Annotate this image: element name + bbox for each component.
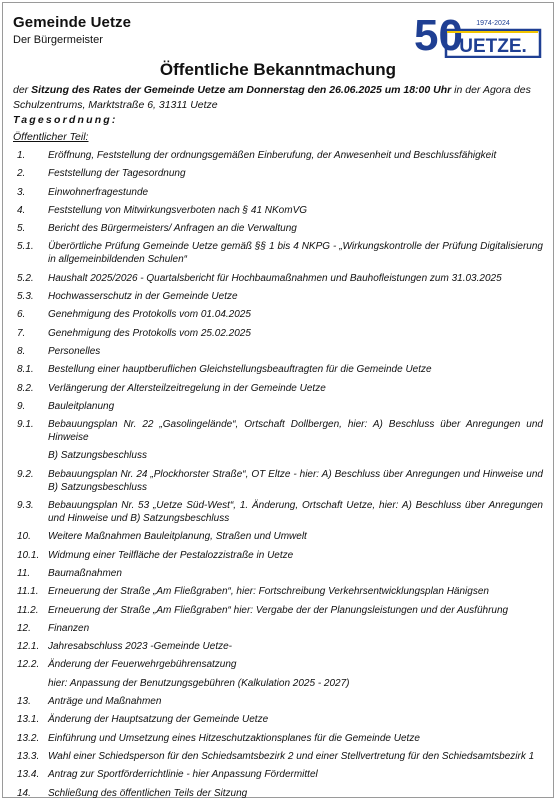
agenda-item-text: Bauleitplanung <box>48 400 115 412</box>
agenda-item-text: Änderung der Feuerwehrgebührensatzung <box>48 659 237 671</box>
agenda-item-text: Erneuerung der Straße „Am Fließgraben“ hier: Vergabe der der Planungsleistungen und der Ausführung <box>48 604 509 616</box>
agenda-item <box>13 240 543 266</box>
uetze-50-logo <box>414 10 542 58</box>
agenda-item <box>13 658 543 671</box>
logo-years: 1974-2024 <box>476 20 510 27</box>
agenda-item <box>13 567 543 580</box>
agenda-item-number: 5.2. <box>17 272 34 284</box>
agenda-item-number: 13.1. <box>17 714 40 726</box>
agenda-item-text: hier: Anpassung der Benutzungsgebühren (Kalkulation 2025 - 2027) <box>48 677 350 689</box>
agenda-item <box>13 382 543 395</box>
agenda-item <box>13 468 543 494</box>
agenda-item <box>13 167 543 180</box>
agenda-item-text: Bebauungsplan Nr. 24 „Plockhorster Straße“, OT Eltze - hier: A) Beschluss über Anregungen und Hinweise und B) Satzungsbeschluss <box>48 468 543 493</box>
agenda-item-number: 12.2. <box>17 659 40 671</box>
agenda-item <box>13 449 543 462</box>
agenda-item <box>13 345 543 358</box>
logo-name: UETZE. <box>459 36 527 57</box>
agenda-item <box>13 327 543 340</box>
agenda-item-number: 13.2. <box>17 732 40 744</box>
agenda-item <box>13 149 543 162</box>
agenda-item-number: 10. <box>17 531 31 543</box>
agenda-item-number: 1. <box>17 150 26 161</box>
agenda-item-number: 9.2. <box>17 468 34 480</box>
agenda-item <box>13 732 543 745</box>
agenda-item-text: Bebauungsplan Nr. 53 „Uetze Süd-West“, 1. Änderung, Ortschaft Uetze, hier: A) Beschluss über Anregungen und Hinweise und B) Satzungsbeschluss <box>48 500 543 525</box>
agenda-item-text: B) Satzungsbeschluss <box>48 450 147 462</box>
agenda-heading: Tagesordnung: <box>13 114 118 126</box>
agenda-item-number: 5.1. <box>17 241 34 253</box>
agenda-item-text: Baumaßnahmen <box>48 567 122 579</box>
public-part-heading: Öffentlicher Teil: <box>13 131 89 143</box>
agenda-item <box>13 530 543 543</box>
agenda-item-number: 14. <box>17 787 31 799</box>
agenda-item-text: Finanzen <box>48 622 90 634</box>
agenda-item <box>13 272 543 285</box>
agenda-item-number: 8.2. <box>17 382 34 394</box>
agenda-item <box>13 713 543 726</box>
intro-prefix: der <box>13 84 32 96</box>
agenda-item-number: 8.1. <box>17 364 34 376</box>
agenda-item-number: 12. <box>17 622 31 634</box>
agenda-item-text: Einführung und Umsetzung eines Hitzeschutzaktionsplanes für die Gemeinde Uetze <box>48 732 420 744</box>
agenda-list <box>13 149 543 800</box>
intro-meeting-details: Sitzung des Rates der Gemeinde Uetze am Donnerstag den 26.06.2025 um 18:00 Uhr <box>31 84 452 96</box>
agenda-item <box>13 622 543 635</box>
agenda-item <box>13 186 543 199</box>
agenda-item-number: 13. <box>17 696 31 708</box>
agenda-item-number: 11.2. <box>17 604 39 616</box>
agenda-item-number: 8. <box>17 345 26 357</box>
agenda-item <box>13 308 543 321</box>
agenda-item <box>13 222 543 235</box>
agenda-item-text: Bestellung einer hauptberuflichen Gleichstellungsbeauftragten für die Gemeinde Uetze <box>48 364 432 376</box>
logo-number: 50 <box>414 11 463 58</box>
agenda-item <box>13 585 543 598</box>
agenda-item-text: Genehmigung des Protokolls vom 01.04.2025 <box>48 309 251 321</box>
agenda-item <box>13 400 543 413</box>
agenda-item-number: 13.4. <box>17 769 40 781</box>
agenda-item <box>13 604 543 617</box>
letterhead <box>13 14 131 46</box>
agenda-item <box>13 549 543 562</box>
agenda-item <box>13 290 543 303</box>
agenda-item <box>13 677 543 690</box>
meeting-intro <box>13 83 543 112</box>
agenda-item-text: Schließung des öffentlichen Teils der Sitzung <box>48 787 248 799</box>
agenda-item-number: 5.3. <box>17 291 34 303</box>
agenda-item-text: Einwohnerfragestunde <box>48 186 149 198</box>
agenda-item-number <box>13 677 48 690</box>
agenda-item-number: 10.1. <box>17 549 40 561</box>
agenda-item-text: Eröffnung, Feststellung der ordnungsgemäßen Einberufung, der Anwesenheit und Beschlussfähigkeit <box>48 150 497 161</box>
agenda-item <box>13 204 543 217</box>
agenda-item-number: 4. <box>17 204 26 216</box>
agenda-item-text: Anträge und Maßnahmen <box>48 696 162 708</box>
agenda-item <box>13 787 543 800</box>
agenda-item-number: 9. <box>17 400 26 412</box>
agenda-item-text: Weitere Maßnahmen Bauleitplanung, Straßen und Umwelt <box>48 531 307 543</box>
agenda-item-number: 12.1. <box>17 641 40 653</box>
agenda-item-text: Änderung der Hauptsatzung der Gemeinde Uetze <box>48 714 269 726</box>
agenda-item-number: 9.3. <box>17 500 34 512</box>
agenda-item-text: Bebauungsplan Nr. 22 „Gasolingelände“, Ortschaft Dollbergen, hier: A) Beschluss über Anregungen und Hinweise <box>48 419 543 444</box>
agenda-item-text: Erneuerung der Straße „Am Fließgraben“, hier: Fortschreibung Verkehrsentwicklungsplan Hänigsen <box>48 586 489 598</box>
agenda-item-text: Feststellung von Mitwirkungsverboten nach § 41 NKomVG <box>48 204 308 216</box>
agenda-item <box>13 418 543 444</box>
intro-location: in der Agora des Schulzentrums, Marktstraße 6, 31311 Uetze <box>13 84 531 111</box>
agenda-item-text: Hochwasserschutz in der Gemeinde Uetze <box>48 291 238 303</box>
organization-subtitle: Der Bürgermeister <box>13 34 103 46</box>
agenda-item-text: Genehmigung des Protokolls vom 25.02.2025 <box>48 327 251 339</box>
agenda-item-text: Bericht des Bürgermeisters/ Anfragen an die Verwaltung <box>48 223 297 235</box>
agenda-item-text: Feststellung der Tagesordnung <box>48 168 186 180</box>
agenda-item <box>13 695 543 708</box>
agenda-item-text: Personelles <box>48 345 101 357</box>
agenda-item-number: 11.1. <box>17 586 39 598</box>
agenda-item-text: Widmung einer Teilfläche der Pestalozzistraße in Uetze <box>48 549 294 561</box>
agenda-item-text: Antrag zur Sportförderrichtlinie - hier Anpassung Fördermittel <box>48 769 318 781</box>
document-title: Öffentliche Bekanntmachung <box>159 60 397 79</box>
agenda-item-number: 7. <box>17 327 26 339</box>
agenda-item <box>13 750 543 763</box>
agenda-item-text: Verlängerung der Altersteilzeitregelung in der Gemeinde Uetze <box>48 382 326 394</box>
agenda-item-number <box>13 449 48 462</box>
agenda-item-number: 6. <box>17 309 26 321</box>
agenda-item <box>13 363 543 376</box>
agenda-item-text: Haushalt 2025/2026 - Quartalsbericht für Hochbaumaßnahmen und Bauhofleistungen zum 31.03.2025 <box>48 272 502 284</box>
agenda-item-number: 2. <box>17 168 26 180</box>
agenda-item-text: Überörtliche Prüfung Gemeinde Uetze gemäß §§ 1 bis 4 NKPG - „Wirkungskontrolle der Prüfung Digitalisierung in allgemeinbildenden Schulen“ <box>48 241 543 266</box>
organization-name: Gemeinde Uetze <box>13 14 132 31</box>
agenda-item <box>13 640 543 653</box>
agenda-item-number: 13.3. <box>17 750 40 762</box>
agenda-item-text: Jahresabschluss 2023 -Gemeinde Uetze- <box>48 641 232 653</box>
agenda-item-number: 3. <box>17 186 26 198</box>
agenda-item-number: 9.1. <box>17 419 34 431</box>
agenda-item-text: Wahl einer Schiedsperson für den Schiedsamtsbezirk 2 und einer Stellvertretung für den Schiedsamtsbezirk 1 <box>48 750 535 762</box>
agenda-item-number: 5. <box>17 223 26 235</box>
agenda-item <box>13 768 543 781</box>
agenda-item-number: 11. <box>17 567 31 579</box>
agenda-item <box>13 499 543 525</box>
